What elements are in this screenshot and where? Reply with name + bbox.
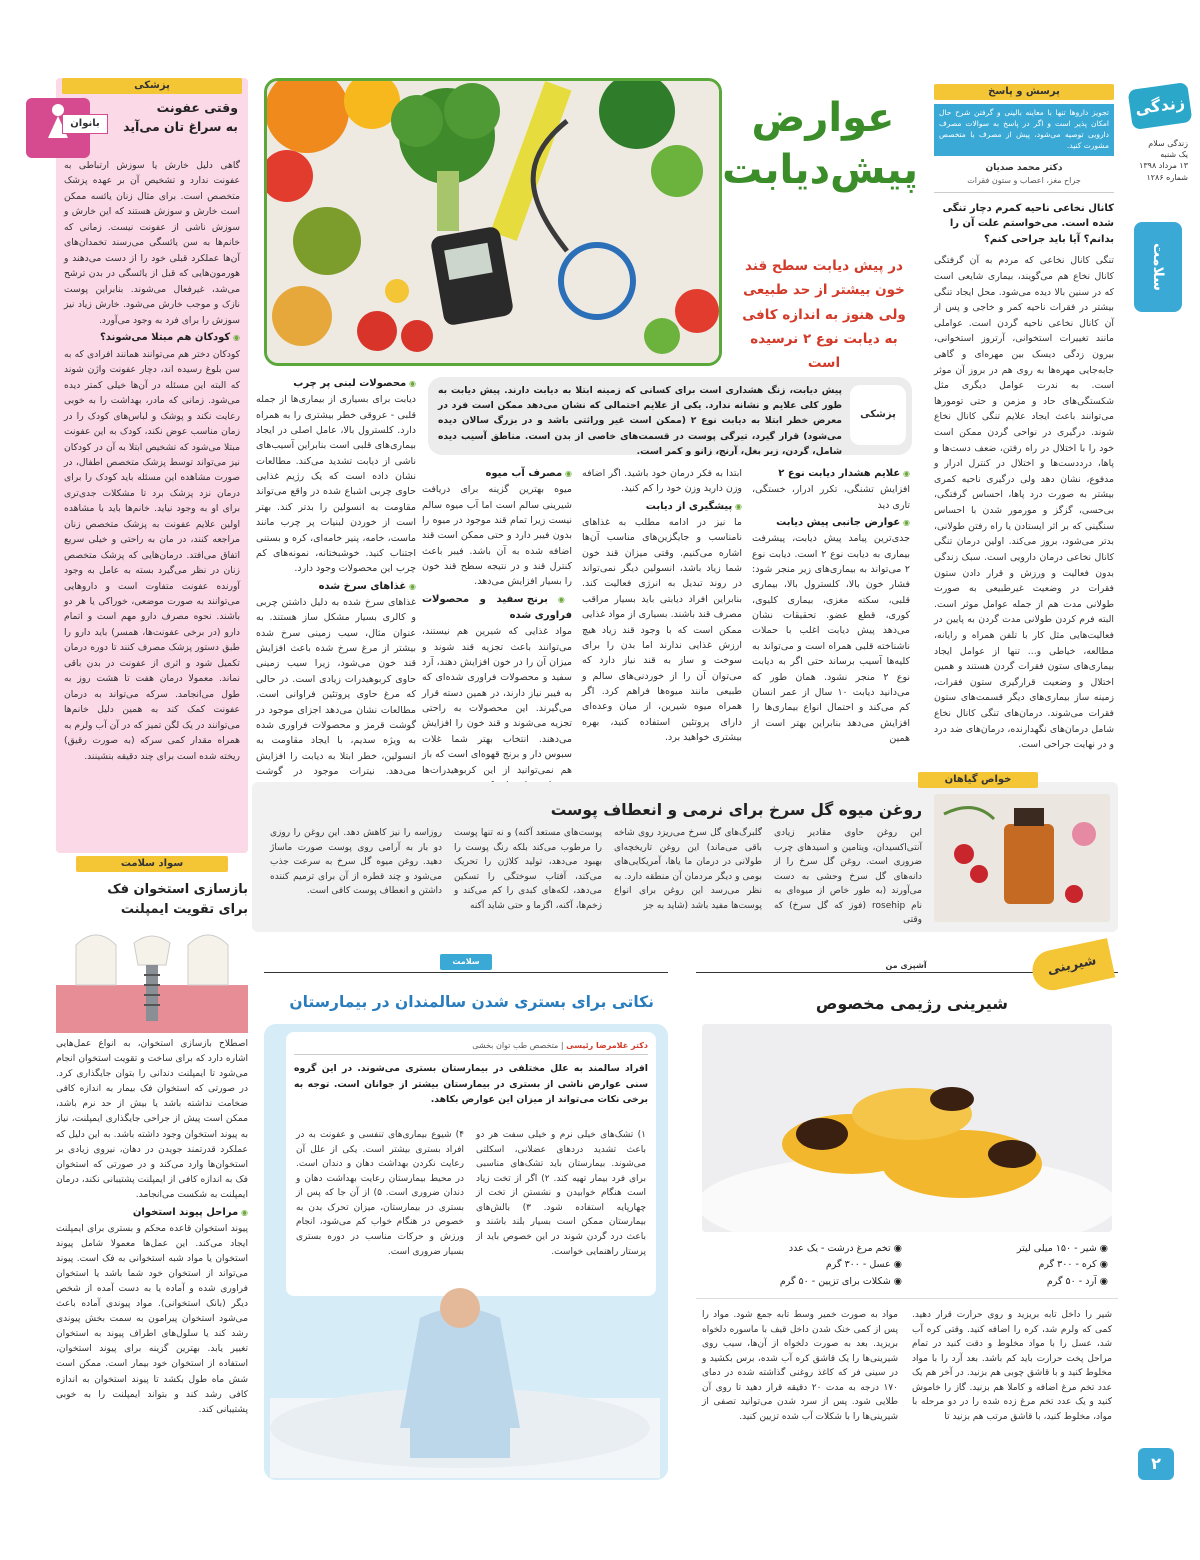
col2-para-2: ما نیز در ادامه مطلب به غذاهای نامناسب و جایگزین‌های مناسب آن‌ها اشاره می‌کنیم. وقتی میزان قند خون شما زیاد باشد، انسولین دیگر نمی‌تواند در روند تبدیل به انرژی فعالیت کند. بنابراین افراد دیابتی باید بسیار مراقب مصرف قند باشند. بسیاری از مواد غذایی ممکن است که با وجود قند زیاد هیچ ارزش غذایی ندارند اما بدن را برای سوخت و ساز به قند نیاز دارد که می‌توان آن را از خوردنی‌های سالم و طبیعی مانند میوه‌ها فراهم کرد. اگر همراه میوه شیرین، از میان وعده‌ای دارای پروتئین استفاده کنید، بهره بیشتری خواهید برد. (582, 516, 742, 744)
vegetables-illustration (267, 81, 719, 363)
col3-para-2: مواد غذایی که شیرین هم نیستند، می‌توانند باعث تجزیه قند شوند و میزان آن را در خون افزایش دهند، آرد سفید و محصولات فراوری شده‌ای که به فیبر نیاز دارند، در همین دسته قرار می‌گیرند. این محصولات به راحتی تجزیه می‌شوند و قند خون را افزایش می‌دهند. انتخاب بهتر شما غلات سبوس دار و برنج قهوه‌ای است که باز هم نمی‌توانید از این کربوهیدرات‌ها (422, 626, 572, 776)
sweets-ingredients (706, 1242, 1108, 1289)
masthead-logo: زندگی (1128, 82, 1193, 130)
qa-author: دکتر محمد صدیان (985, 162, 1063, 173)
main-title-line-2: پیش‌دیابت (722, 147, 918, 193)
main-col-4 (256, 376, 416, 812)
sweets-tag: آشپزی من (876, 958, 936, 974)
col1-para-1: افزایش تشنگی، تکرر ادرار، خستگی، تاری دید (752, 484, 910, 511)
intro-text: پیش دیابت، زنگ هشداری است برای کسانی که زمینه ابتلا به دیابت دارند. پیش دیابت به طور کلی علایم و نشانه ندارد. یکی از علایم احتمالی که نشان می‌دهد ممکن است فرد در معرض خطر ابتلا به دیابت نوع ۲ (ممکن است غیر وراثتی باشد و در بزرگ سالان دیده می‌شود) قرار گیرد، تیرگی پوست در قسمت‌های خاصی از بدن است. مناطق آسیب دیده شامل، گردن، زیر بغل، آرنج، زانو و کمر است. (438, 385, 842, 457)
masthead (1120, 78, 1200, 228)
implant-title-line-2: برای تقویت ایمپلنت (120, 901, 248, 917)
women-body (64, 158, 240, 766)
implant-title-line-1: بازسازی استخوان فک (107, 882, 248, 897)
sweets-title: شیرینی رژیمی مخصوص (815, 994, 1008, 1013)
elderly-lead: افراد سالمند به علل مختلفی در بیمارستان بستری می‌شوند. در این گروه سنی عوارض ناشی از بستری در بیمارستان بیشتر از جوانان است. توجه به برخی نکات می‌تواند از میزان این عوارض بکاهد. (294, 1063, 648, 1106)
qa-author-title: جراح مغز، اعصاب و ستون فقرات (934, 175, 1114, 192)
sweets-col-2: مواد به صورت خمیر وسط تابه جمع شود. مواد را پس از کمی خنک شدن داخل قیف با ماسوره دلخواه بریزید. بعد به صورت دلخواه از آن‌ها، سیب روی شیرینی‌ها را یک قاشق کره آب شده، برس بکشید و در سینی فر که کاغذ روغنی گذاشته شده در دمای ۱۷۰ درجه به مدت ۲۰ دقیقه قرار دهید تا روی آن طلایی شود. پس از سرد شدن می‌توانید تصفی از شیرینی‌ها را با شکلات آب شده تزیین کنید. (702, 1310, 898, 1423)
col1-heading-1: ◉ علایم هشدار دیابت نوع ۲ (752, 466, 910, 482)
sweets-col-1: شیر را داخل تابه بریزید و روی حرارت قرار دهید. کمی که ولرم شد، کره را اضافه کنید. وقتی کره آب شد، عسل را با مواد مخلوط و دقت کنید در تمام مراحل پخت حرارت باید کم باشد. بعد آرد را با مواد مخلوط کنید و با قاشق چوبی هم بزنید. در آخر هم یک عدد تخم مرغ اضافه و کاملا هم بزنید. گاز را خاموش کنید و یک عدد تخم مرغ زده شده را در دو مرحله با مواد، مخلوط کنید، با قاشق مرتب هم بزنید تا (912, 1310, 1112, 1423)
women-title-line-1: وقتی عفونت (156, 100, 238, 115)
masthead-line-2: یک شنبه (1160, 150, 1188, 160)
qa-intro: تجویز داروها تنها با معاینه بالینی و گرفتن شرح حال امکان پذیر است و اگر در پاسخ به سوالات مصرف دارویی توصیه می‌شود، پیش از مصرف با متخصص مشورت کنید. (934, 104, 1114, 156)
col3-heading-1: ◉ مصرف آب میوه (422, 466, 572, 482)
main-col-3 (422, 466, 572, 795)
col4-para-2: غذاهای سرخ شده به دلیل داشتن چربی و کالری بسیار مشکل ساز هستند. به عنوان مثال، سیب زمینی سرخ شده بیشتر از مرغ سرخ شده باعث افزایش قند خون می‌شود، زیرا سیب زمینی حاوی کربوهیدرات زیادی است. در حالی که مرغ حاوی پروتئین فراوانی است. مطالعات نشان می‌دهد اجزای موجود در گوشت قرمز و محصولات فراوری شده به ویژه سدیم، با ایجاد مقاومت به انسولین، خطر ابتلا به دیابت را افزایش می‌دهد. نیترات موجود در گوشت (256, 596, 416, 777)
elderly-author: دکتر غلامرضا رئیسی (566, 1041, 648, 1050)
main-col-1 (752, 466, 910, 748)
qa-column (934, 84, 1114, 774)
elderly-col-1: ۱) تشک‌های خیلی نرم و خیلی سفت هر دو باعث تشدید درد‌های عضلانی، اسکلتی می‌شوند. بیمارستان باید تشک‌های مناسبی برای فرد بیمار تهیه کند. ۲) اگر از تخت زیاد است هنگام خوابیدن و نشستن از تخت از چهارپایه استفاده شود. ۳) بالش‌های بیمارستان ممکن است بسیار بلند باشند و باعث درد گردن شوند در این خصوص باید از پرستار راهنمایی خواست. (476, 1130, 647, 1257)
qa-answer: تنگی کانال نخاعی که مردم به آن گرفتگی کانال نخاع هم می‌گویند، بیماری شایعی است که در سنین بالا دیده می‌شود. محل ایجاد تنگی بیشتر در فقرات ناحیه کمر و خاجی و پس از آن کانال نخاعی ناحیه گردن است. عواملی مانند تغییرات استخوانی، آرتروز استخوانی، بیرون زدگی دیسک بین مهره‌ای و گاهی جابه‌جایی مهره‌ها به روی هم در بروز آن موثر است. به ندرت عوامل دیگری مثل شکستگی‌های حاد و مزمن و حتی تومورها می‌توانند باعث ایجاد علایم تنگی کانال نخاع شوند. درگیری در نواحی گردن ممکن است خود را با اختلال در راه رفتن، ضعف دست‌ها و پاها، درددست‌ها و اختلال در کنترل ادرار و مدفوع، نشان دهد ولی درگیری ناحیه کمری بیشتر به صورت درد پاها، احساس گرفتگی، بی‌حسی، گزگز و مورمور شدن با احساس سنگینی که بر اثر ایستادن یا راه رفتن طولانی، بدتر می‌شود، بروز می‌کند. اولین درمان تنگی کانال نخاعی درمان دارویی است. سبک زندگی بدون فعالیت و ورزش و قرار دادن ستون فقرات در وضعیت غیرطبیعی به صورت طولانی مدت هم از جمله عوامل موثر است. البته فرم کردن طولانی مدت گردن به پایین در فعالیت‌هایی مثل کار با تلفن همراه و رایانه، مطالعه، خیاطی و... تنها از عوامل ایجاد بیماری‌های ستون فقرات گردن هستند و همین اختلال و وضعیت قرارگیری ستون فقرات، زمینه ساز بیماری‌های دیگر قسمت‌های ستون فقرات می‌شوند. درمان‌های تنگی کانال نخاع شامل درمان‌های نگهدارنده، درمان‌های ضد درد و در نهایت جراحی است. (934, 255, 1114, 751)
col3-heading-2: ◉ برنج سفید و محصولات فراوری شده (422, 592, 572, 624)
herbs-col-3: پوست‌های مستعد آکنه) و نه تنها پوست را مرطوب می‌کند بلکه رنگ پوست را بهبود می‌دهد، تولید کلاژن را تحریک می‌کند، آفتاب سوختگی را تسکین می‌دهد، لکه‌های کبدی را کم می‌کند و زخم‌ها، آکنه، اگزما و حتی شاید آکنه (454, 828, 602, 911)
women-heading-1: ◉ کودکان هم مبتلا می‌شوند؟ (64, 330, 240, 347)
main-col-2 (582, 466, 742, 748)
herbs-box (252, 774, 1118, 932)
hero-image (264, 78, 722, 366)
qa-question: کانال نخاعی ناحیه کمرم دچار تنگی شده است. می‌خواستم علت آن را بدانم؟ آیا باید جراحی کنم؟ (942, 202, 1114, 245)
implant-para-2: پیوند استخوان قاعده محکم و بستری برای ایمپلنت ایجاد می‌کند. این عمل‌ها معمولا شامل پیوند استخوان یا مواد شبه استخوانی به فک است. پیوند می‌تواند از استخوان خود شما باشد یا استخوان فراوری شده و آماده یا به دست آمده از شخص دیگر (بانک استخوانی). مواد پیوندی آماده باعث می‌شود استخوان پیرامون به سمت بخش پیوندی رشد کند یا سلول‌های اطراف پیوند به استخوان تغییر یابد. بهترین گزینه برای پیوند استخوان، استفاده از استخوان خود بیمار است. ممکن است شش ماه طول بکشد تا پیوند استخوان به اندازه کافی رشد کند و بتواند ایمپلنت را به خوبی پشتیبانی کند. (56, 1223, 248, 1415)
intro-section-label: پزشکی (850, 385, 906, 445)
main-title-line-1: عوارض (751, 95, 895, 141)
masthead-line-1: زندگی سلام (1148, 139, 1188, 148)
ingredient-item: ◉ تخم مرغ درشت - یک عدد (788, 1243, 902, 1254)
col2-heading-1: ◉ پیشگیری از دیابت (582, 499, 742, 515)
sweets-image (702, 1024, 1112, 1232)
implant-heading-1: ◉ مراحل پیوند استخوان (56, 1205, 248, 1222)
masthead-line-3: ۱۳ مرداد ۱۳۹۸ (1139, 161, 1188, 171)
main-lead: در پیش دیابت سطح قند خون بیشتر از حد طبیعی ولی هنوز به اندازه کافی به دیابت نوع ۲ نرسیده است (742, 258, 906, 372)
col4-para-1: دیابت برای بسیاری از بیماری‌ها از جمله قلبی - عروقی خطر بیشتری را به همراه دارد. کلسترول بالا، عامل اصلی در ایجاد بیماری‌های قلبی است بنابراین آسیب‌های ناشی از دیابت تشدید می‌کند. مطالعات نشان داده است که یک رژیم غذایی حاوی چربی اشباع شده در واقع می‌تواند مقاومت به انسولین را بدتر کند. بهتر است از خوردن لبنیات پر چرب مانند ماست، خامه، پنیر خامه‌ای، کره و بستنی اجتناب کنید. خوشبختانه، نمونه‌های کم چرب این محصولات وجود دارد. (256, 394, 416, 575)
cookies-illustration (702, 1024, 1112, 1232)
herbs-col-2: گلبرگ‌های گل سرخ می‌ریزد روی شاخه باقی می‌ماند) این روغن تاریخچه‌ای طولانی در درمان ما یاها، آمریکایی‌های بومی و دیگر مردمان آن منطقه دارد. به نظر می‌رسد این روغن برای انواع پوست‌ها مفید باشد (شاید به جز (614, 828, 762, 911)
elderly-col-2: ۴) شیوع بیماری‌های تنفسی و عفونت به در افراد بستری بیشتر است. یکی از علل آن رعایت نکردن بهداشت دهان و دندان است. در محیط بیمارستان رعایت بهداشت دهان و دندان ضروری است. ۵) از آن جا که پس از بستری در بیمارستان، میزان تحرک بدن به خصوص در هنگام خواب کم می‌شود، انجام ورزش و حرکات مناسب در دوره بستری بسیار ضروری است. (296, 1130, 465, 1257)
col1-heading-2: ◉ عوارض جانبی پیش دیابت (752, 515, 910, 531)
page-number: ۲ (1138, 1448, 1174, 1480)
women-sidebar (56, 78, 248, 853)
ingredient-item: ◉ شکلات برای تزیین - ۵۰ گرم (779, 1275, 902, 1287)
col1-para-2: جدی‌ترین پیامد پیش دیابت، پیشرفت بیماری به دیابت نوع ۲ است. دیابت نوع ۲ می‌تواند به بیماری‌های زیر منجر شود: فشار خون بالا، کلسترول بالا، بیماری قلبی، سکته مغزی، بیماری کلیوی، کوری، قطع عضو. تحقیقات نشان می‌دهد پیش دیابت اغلب با حملات ناشناخته قلبی همراه است و می‌تواند به کلیه‌ها آسیب برساند حتی اگر به دیابت نوع ۲ منجر نشود. همان طور که می‌دانید دیابت ۱۰ سال از عمر انسان کم می‌کند و احتمال انواع بیماری‌ها را افزایش می‌دهد بنابراین بهتر است از همین (752, 533, 911, 744)
qa-tag: پرسش و پاسخ (934, 84, 1114, 100)
ingredient-item: ◉ کره - ۳۰۰ گرم (1038, 1259, 1108, 1271)
masthead-line-4: شماره ۱۲۸۶ (1146, 172, 1188, 182)
implant-body (56, 1037, 248, 1418)
col3-para-1: میوه بهترین گزینه برای دریافت شیرینی سالم است اما آب میوه سالم نیست زیرا تمام قند موجود در میوه را بدون فیبر دارد و حتی ممکن است قند اضافه شده به آن باشد. فیبر باعث کنترل قند و در نتیجه سطح قند خون را بسیار افزایش می‌دهد. (422, 484, 572, 588)
section-tab: سلامت (1134, 222, 1182, 312)
women-para-1: گاهی دلیل خارش یا سوزش ارتباطی به عفونت ندارد و تشخیص آن بر عهده پزشک متخصص است. برای مثال زنان یائسه ممکن است خارش و سوزش هستند که این خارش و سوزش ناشی از عفونت نیست. زمانی که خانم‌ها به سن یائسگی می‌رسند تخمدان‌های آن‌ها عملکرد قبلی خود را از دست می‌دهند و هورمون‌هایی که قبل از یائسگی در بدن ترشح می‌شد، غیرفعال می‌شوند. بنابراین پوست نازک و موجب خارش می‌شود. خارش زیاد نیز سوزش را برای فرد به وجود می‌آورد. (64, 160, 240, 326)
elderly-tag: سلامت (440, 954, 492, 970)
elderly-author-sep: | (558, 1041, 564, 1050)
implant-title (56, 880, 248, 919)
ingredient-item: ◉ آرد - ۵۰ گرم (1046, 1275, 1108, 1287)
implant-para-1: اصطلاح بازسازی استخوان، به انواع عمل‌هایی اشاره دارد که برای ساخت و تقویت استخوان انجام می‌شود تا ایمپلنت دندانی را بتوان جایگذاری کرد. در صورتی که استخوان فک بیمار به اندازه کافی ضخامت نداشته باشد یا بیش از حد نرم باشد، ممکن است پیش از جراحی جایگذاری ایمپلنت، نیاز به پیوند استخوان وجود داشته باشد. به این دلیل که عملکرد قدرتمند جویدن در دهان، نیروی زیادی بر استخوان‌ها وارد می‌کند و در صورتی که استخوان فک به اندازه کافی از ایمپلنت پشتیبانی نکند، درمان ایمپلنت به شکست می‌انجامد. (56, 1039, 248, 1200)
col2-para-1: ابتدا به فکر درمان خود باشید. اگر اضافه وزن دارید وزن خود را کم کنید. (582, 468, 742, 495)
implant-column (56, 856, 248, 1484)
ingredient-item: ◉ عسل - ۳۰۰ گرم (825, 1259, 902, 1271)
herbs-title: روغن میوه گل سرخ برای نرمی و انعطاف پوست (550, 801, 922, 819)
ingredient-item: ◉ شیر - ۱۵۰ میلی لیتر (1016, 1243, 1108, 1254)
main-title (722, 92, 918, 196)
sweets-ribbon: شیرینی (1029, 938, 1116, 994)
women-title-line-2: به سراغ تان می‌آید (123, 119, 238, 135)
elderly-author-title: متخصص طب توان بخشی (472, 1041, 559, 1050)
elderly-patient-illustration (270, 1278, 660, 1478)
herbs-image (934, 794, 1110, 922)
women-para-2: کودکان دختر هم می‌توانند همانند افرادی که به سن بلوغ رسیده اند، دچار عفونت واژن شوند که البته این مسئله در آن‌ها خیلی کمتر دیده می‌شود. زمانی که مادر، بهداشت را به خوبی رعایت نکند و پوشک و لباس‌های کودک را در زمان مناسب عوض نکند، کودک به این عفونت مبتلا می‌شود که تشخیص ابتلا به آن در کودکان نیز می‌تواند توسط پزشک متخصص اطفال، در صورت مشاهده این مسئله باید کودک را برای درمان نزد پزشک برد تا مشکلات جدی‌تری برای او به وجود نیاید. خانم‌ها باید با مشاهده اولین علایم عفونت به پزشک متخصص زنان مراجعه کنند، در مان به راحتی و خیلی سریع اتفاق می‌افتد. درمان‌هایی که پزشک متخصص زنان در نظر می‌گیرد بسته به عامل به وجود آورنده عفونت متفاوت است و داروهایی می‌توانند به صورت موضعی، خوراکی یا هر دو باشند. نحوه مصرف دارو مهم است و اتمام دارو (در برخی عفونت‌ها، همسر) باید دارو را طبق دستور پزشک مصرف کنند تا دوره درمان تکمیل شود و اثری از عفونت در بدن باقی نماند. معمولا درمان هفت تا هشت روز به طول می‌انجامد. سرکه می‌تواند به درمان عفونت کمک کند به همین دلیل خانم‌ها می‌توانند در یک لگن تمیز که در آن آب ولرم به همراه مقدار کمی سرکه (به صورت رقیق) ریخته شده است برای چند دقیقه بنشینند. (64, 348, 240, 762)
elderly-box (264, 1024, 668, 1480)
women-badge-label: بانوان (62, 114, 108, 134)
women-title (118, 98, 238, 137)
sweets-section (696, 942, 1118, 1482)
herbs-col-4: روزاسه را نیز کاهش دهد. این روغن را روزی دو بار به آرامی روی پوست صورت ماساژ دهید. روغن میوه گل سرخ به سرعت جذب می‌شود و چند قطره از آن برای ترمیم کننده داشتن و انعطاف پوست کافی است. (270, 828, 442, 897)
intro-box (428, 377, 912, 455)
col4-heading-2: ◉ غذاهای سرخ شده (256, 579, 416, 595)
elderly-section (264, 942, 668, 1482)
dental-implant-illustration (56, 925, 248, 1033)
implant-tag: سواد سلامت (76, 856, 228, 872)
elderly-byline (294, 1040, 648, 1055)
implant-image (56, 925, 248, 1033)
col4-heading-1: ◉ محصولات لبنی پر چرب (256, 376, 416, 392)
elderly-title: نکاتی برای بستری شدن سالمندان در بیمارستان (289, 993, 654, 1011)
elderly-inner (286, 1032, 656, 1296)
rosehip-oil-illustration (934, 794, 1110, 922)
herbs-tag: خواص گیاهان (918, 772, 1038, 788)
herbs-col-1: این روغن حاوی مقادیر زیادی آنتی‌اکسیدان، ویتامین و اسیدهای چرب ضروری است. روغن گل سرخ را از دانه‌های گل سرخ وحشی به دست می‌آورند (به طور خاص از میوه‌ای به نام rosehip (فوز که گل سرخ) که وقتی (774, 828, 923, 926)
women-tag: پزشکی (62, 78, 242, 94)
